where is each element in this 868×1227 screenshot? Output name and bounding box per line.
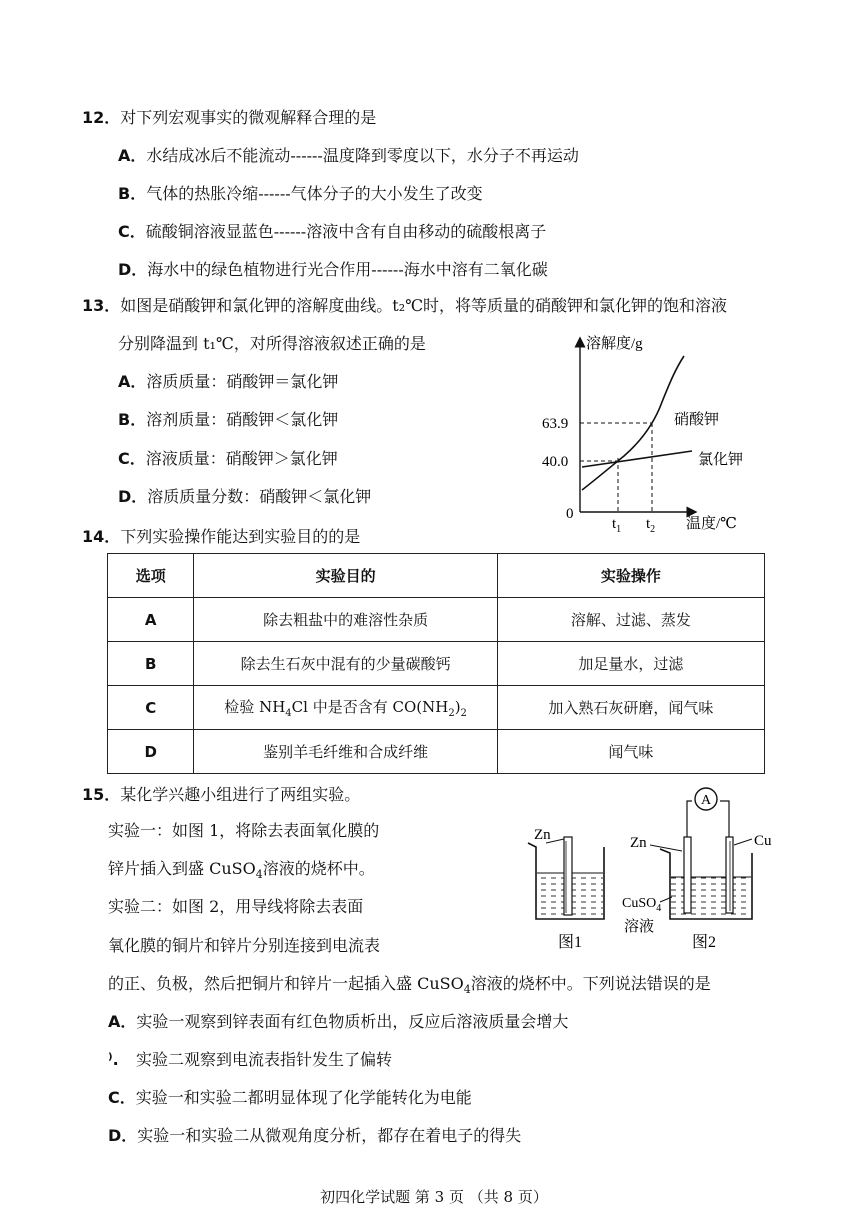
solution-label: CuSO$_4$ [622, 896, 662, 914]
beaker-figures [520, 785, 780, 965]
q12-option-b [118, 184, 483, 204]
beaker-2 [622, 788, 772, 951]
option-label: A． [118, 372, 147, 391]
q15-text: 某化学兴趣小组进行了两组实验。 [120, 785, 361, 804]
q14-stem [82, 527, 360, 547]
xtick-t1: $t_1$ [612, 516, 622, 535]
row-option: A [108, 598, 194, 642]
row-operation: 加入熟石灰研磨，闻气味 [497, 686, 764, 730]
option-label: A． [108, 1012, 137, 1031]
q15-number: 15． [82, 785, 121, 804]
row-operation: 闻气味 [497, 730, 764, 774]
option-label: C． [118, 449, 146, 468]
option-text: 实验二观察到电流表指针发生了偏转 [136, 1050, 393, 1069]
q13-stem-line2: 分别降温到 t₁℃，对所得溶液叙述正确的是 [118, 334, 426, 353]
ytick-40-0: 40.0 [542, 454, 569, 470]
option-text: 溶质质量：硝酸钾＝氯化钾 [146, 372, 339, 391]
q15-exp2-line3: 的正、负极，然后把铜片和锌片一起插入盛 CuSO$_4$溶液的烧杯中。下列说法错误的是 [108, 974, 711, 997]
option-label: B． [118, 410, 147, 429]
option-text: 实验一和实验二从微观角度分析，都存在着电子的得失 [137, 1126, 522, 1145]
copper-strip [726, 837, 733, 913]
option-text: 溶剂质量：硝酸钾＜氯化钾 [146, 410, 339, 429]
q15-stem [82, 785, 360, 805]
q15-exp1-line1: 实验一：如图 1，将除去表面氧化膜的 [108, 821, 380, 840]
cu-label: Cu [754, 833, 772, 849]
option-text: 海水中的绿色植物进行光合作用------海水中溶有二氧化碳 [147, 260, 548, 279]
q15-option-c [108, 1088, 472, 1108]
option-text: 实验一和实验二都明显体现了化学能转化为电能 [135, 1088, 472, 1107]
option-label: D． [118, 487, 148, 506]
xtick-t2: $t_2$ [646, 516, 656, 535]
row-option: D [108, 730, 194, 774]
q13-option-c [118, 449, 338, 469]
figure-1-caption: 图1 [558, 934, 583, 951]
row-purpose: 鉴别羊毛纤维和合成纤维 [194, 730, 497, 774]
q13-option-d [118, 487, 371, 507]
option-label: B． [118, 184, 147, 203]
table-header-row [108, 554, 765, 598]
option-text: 溶液质量：硝酸钾＞氯化钾 [145, 449, 338, 468]
option-text: 溶质质量分数：硝酸钾＜氯化钾 [147, 487, 372, 506]
row-option: B [108, 642, 194, 686]
ammeter-label: A [701, 793, 712, 808]
beaker-1 [528, 827, 604, 951]
q13-stem-line1 [82, 296, 727, 316]
q13-text: 如图是硝酸钾和氯化钾的溶解度曲线。t₂℃时，将等质量的硝酸钾和氯化钾的饱和溶液 [120, 296, 728, 315]
zn-label-1: Zn [534, 827, 551, 843]
kcl-curve [582, 451, 692, 467]
option-label: A． [118, 146, 147, 165]
table-row [108, 642, 765, 686]
zinc-strip-1 [564, 837, 572, 915]
kno3-label: 硝酸钾 [674, 412, 720, 428]
experiment-table [107, 553, 765, 774]
q15-option-a [108, 1012, 568, 1032]
q15-option-b [108, 1050, 392, 1070]
row-purpose: 检验 $NH_4Cl$ 中是否含有 $CO(NH_2)_2$ [194, 686, 497, 730]
q12-option-d [118, 260, 548, 280]
q14-text: 下列实验操作能达到实验目的的是 [120, 527, 361, 546]
q12-option-c [118, 222, 546, 242]
q12-option-a [118, 146, 579, 166]
solution-word: 溶液 [624, 919, 655, 935]
option-label: C． [118, 222, 146, 241]
option-text: 气体的热胀冷缩------气体分子的大小发生了改变 [146, 184, 483, 203]
origin-label: 0 [566, 506, 574, 522]
zinc-strip-2 [684, 837, 691, 913]
option-label: ⁾. [108, 1050, 119, 1069]
q15-exp2-line1: 实验二：如图 2，用导线将除去表面 [108, 897, 364, 916]
kcl-label: 氯化钾 [698, 452, 744, 468]
row-purpose: 除去生石灰中混有的少量碳酸钙 [194, 642, 497, 686]
q15-exp1-line2: 锌片插入到盛 CuSO$_4$溶液的烧杯中。 [108, 859, 375, 882]
header-option: 选项 [108, 554, 194, 598]
zn-label-2: Zn [630, 835, 647, 851]
row-operation: 溶解、过滤、蒸发 [497, 598, 764, 642]
figure-2-caption: 图2 [692, 934, 717, 951]
option-label: D． [108, 1126, 138, 1145]
header-purpose: 实验目的 [194, 554, 497, 598]
q13-option-b [118, 410, 338, 430]
row-purpose: 除去粗盐中的难溶性杂质 [194, 598, 497, 642]
header-operation: 实验操作 [497, 554, 764, 598]
q14-number: 14． [82, 527, 121, 546]
option-label: D． [118, 260, 148, 279]
x-axis-label: 温度/℃ [686, 516, 737, 532]
ytick-63-9: 63.9 [542, 416, 569, 432]
option-text: 实验一观察到锌表面有红色物质析出，反应后溶液质量会增大 [136, 1012, 569, 1031]
q12-number: 12． [82, 108, 121, 127]
q12-stem [82, 108, 376, 128]
q15-option-d [108, 1126, 521, 1146]
page-footer: 初四化学试题 第 3 页 （共 8 页） [320, 1188, 548, 1206]
row-option: C [108, 686, 194, 730]
table-row [108, 598, 765, 642]
solubility-chart [520, 330, 770, 535]
table-row [108, 730, 765, 774]
row-operation: 加足量水，过滤 [497, 642, 764, 686]
option-text: 硫酸铜溶液显蓝色------溶液中含有自由移动的硫酸根离子 [145, 222, 547, 241]
table-row [108, 686, 765, 730]
q15-exp2-line2: 氧化膜的铜片和锌片分别连接到电流表 [108, 936, 381, 955]
y-axis-label: 溶解度/g [586, 336, 643, 352]
option-text: 水结成冰后不能流动------温度降到零度以下，水分子不再运动 [146, 146, 579, 165]
q13-number: 13． [82, 296, 121, 315]
q13-option-a [118, 372, 338, 392]
option-label: C． [108, 1088, 136, 1107]
q12-text: 对下列宏观事实的微观解释合理的是 [120, 108, 377, 127]
